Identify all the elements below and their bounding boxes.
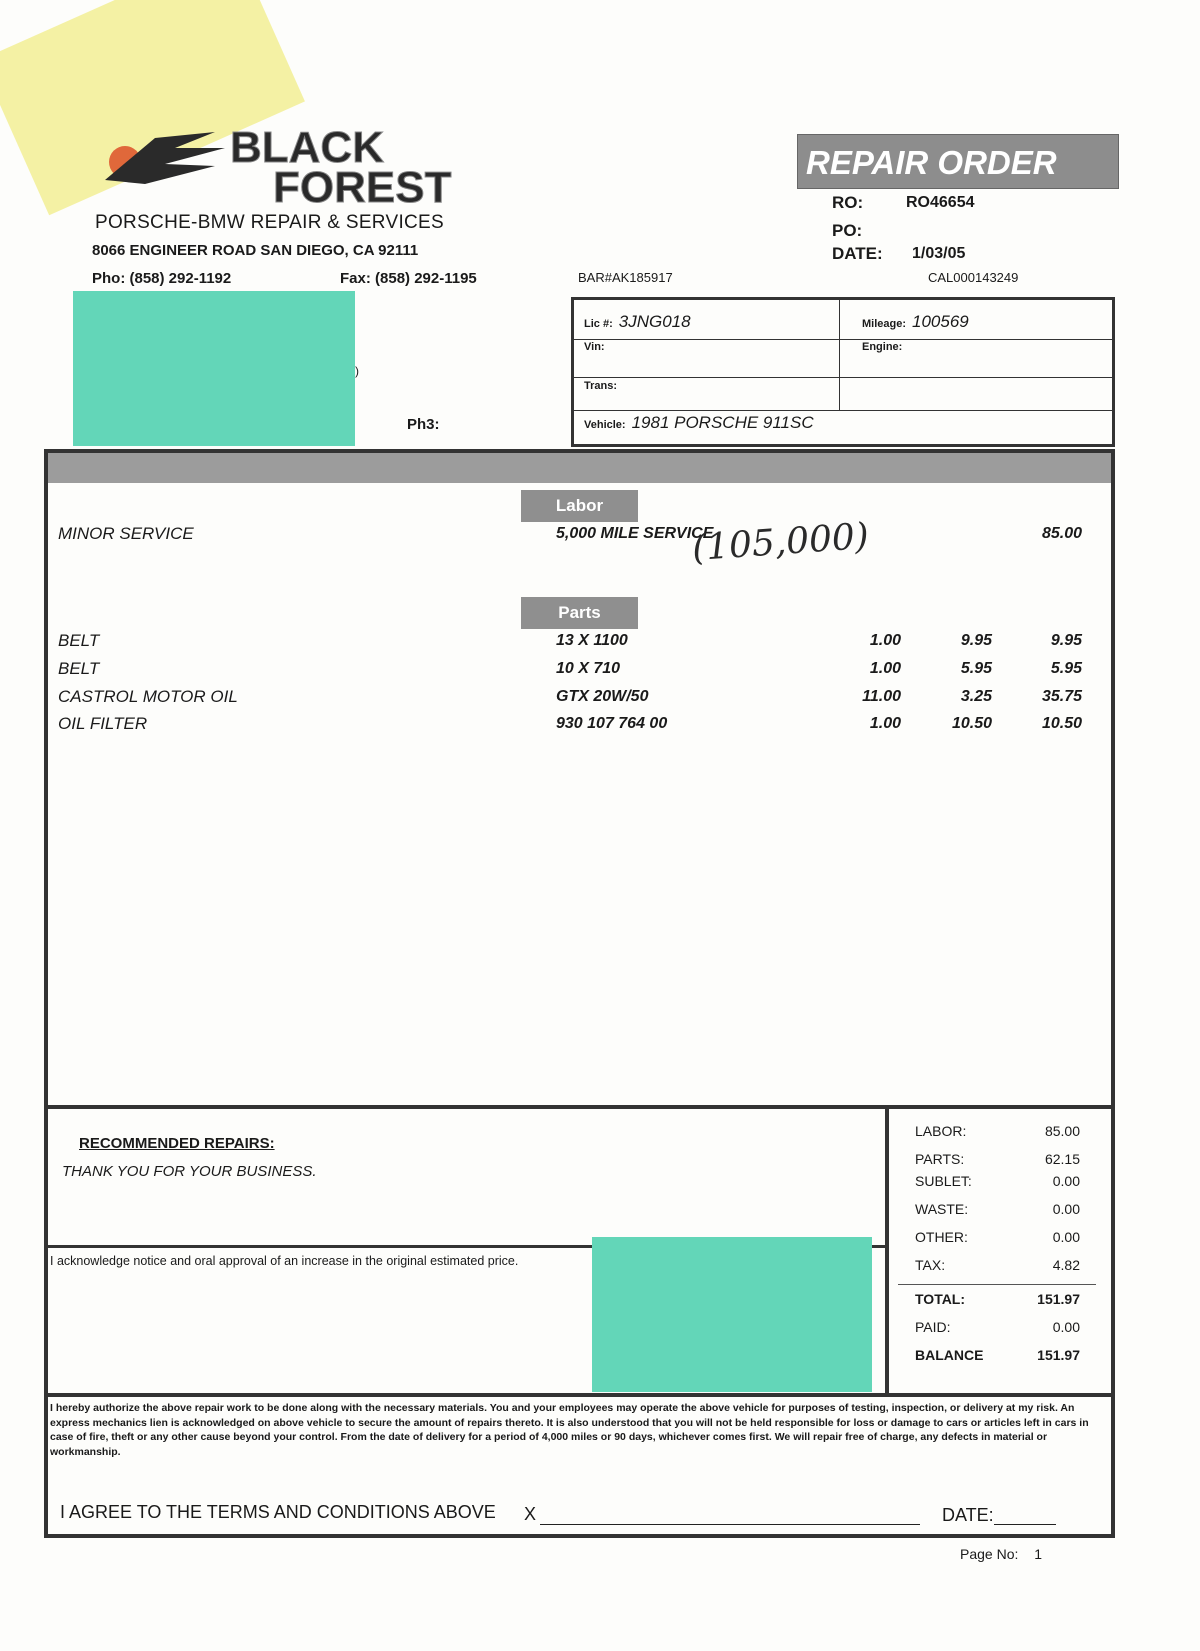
labor-header: Labor: [521, 490, 638, 522]
date-label: DATE:: [832, 244, 883, 263]
page-value: 1: [1034, 1546, 1043, 1562]
bar-number: BAR#AK185917: [578, 270, 673, 285]
part-number: 10 X 710: [556, 660, 621, 677]
labor-description: MINOR SERVICE: [58, 524, 194, 543]
signature-date-label: DATE:: [942, 1505, 994, 1525]
part-price: 3.25: [960, 688, 992, 705]
part-number: GTX 20W/50: [556, 688, 649, 705]
acknowledge-text: I acknowledge notice and oral approval of an increase in the original estimated price.: [50, 1254, 519, 1268]
lic-field: [584, 312, 691, 332]
waste-value: 0.00: [1052, 1201, 1080, 1217]
black-forest-logo: [95, 118, 510, 208]
po-label: PO:: [832, 221, 863, 240]
labor-total-value: 85.00: [1044, 1123, 1080, 1139]
totals-rule: [898, 1284, 1096, 1285]
lic-value: 3JNG018: [618, 312, 691, 331]
paid-label: PAID:: [915, 1319, 951, 1335]
agree-text: I AGREE TO THE TERMS AND CONDITIONS ABOVE: [60, 1502, 496, 1522]
part-amount: 10.50: [1041, 715, 1082, 732]
part-description: BELT: [58, 631, 100, 650]
total-value: 151.97: [1037, 1291, 1080, 1307]
part-amount: 5.95: [1050, 660, 1082, 677]
recommended-repairs-title: RECOMMENDED REPAIRS:: [79, 1135, 275, 1152]
trans-label: Trans:: [584, 380, 618, 392]
ro-label: RO:: [832, 193, 864, 212]
part-amount: 35.75: [1041, 688, 1082, 705]
labor-code: 5,000 MILE SERVICE: [556, 525, 714, 542]
parts-total-label: PARTS:: [915, 1151, 965, 1167]
vehicle-field: [584, 413, 814, 433]
mileage-label: Mileage:: [862, 318, 907, 330]
part-price: 10.50: [951, 715, 992, 732]
repair-order-banner: REPAIR ORDER: [797, 134, 1119, 189]
balance-value: 151.97: [1037, 1347, 1080, 1363]
vin-label: Vin:: [584, 341, 605, 353]
waste-label: WASTE:: [915, 1201, 969, 1217]
recommended-repairs-text: THANK YOU FOR YOUR BUSINESS.: [62, 1163, 317, 1180]
redacted-customer-info: [73, 291, 355, 446]
balance-label: BALANCE: [915, 1347, 984, 1363]
part-description: OIL FILTER: [58, 714, 148, 733]
parts-total-value: 62.15: [1044, 1151, 1080, 1167]
redacted-signature: [592, 1237, 872, 1392]
lic-label: Lic #:: [584, 318, 613, 330]
company-tagline: PORSCHE-BMW REPAIR & SERVICES: [95, 212, 445, 233]
cal-number: CAL000143249: [928, 270, 1019, 285]
page-label: Page No:: [960, 1546, 1019, 1562]
terms-divider: [44, 1393, 1115, 1397]
signature-line[interactable]: [540, 1524, 920, 1525]
company-phone: Pho: (858) 292-1192: [92, 270, 232, 287]
part-price: 9.95: [960, 632, 992, 649]
page-number: [960, 1546, 1042, 1562]
company-address: 8066 ENGINEER ROAD SAN DIEGO, CA 92111: [92, 242, 419, 259]
labor-total-label: LABOR:: [915, 1123, 967, 1139]
date-value: 1/03/05: [912, 245, 966, 262]
customer-ph3-label: Ph3:: [407, 416, 440, 433]
ro-value: RO46654: [906, 194, 975, 211]
signature-date-line[interactable]: [994, 1524, 1056, 1525]
paid-value: 0.00: [1052, 1319, 1080, 1335]
part-qty: 1.00: [869, 715, 901, 732]
mileage-field: [862, 312, 969, 332]
part-qty: 1.00: [869, 632, 901, 649]
other-value: 0.00: [1052, 1229, 1080, 1245]
signature-x: X: [524, 1504, 537, 1524]
labor-amount: 85.00: [1041, 525, 1082, 542]
header-band: [48, 453, 1111, 483]
work-section-divider: [44, 1105, 1115, 1109]
part-price: 5.95: [960, 660, 992, 677]
vehicle-info-box: [571, 297, 1115, 447]
logo-line1: BLACK: [230, 123, 384, 172]
tax-value: 4.82: [1052, 1257, 1080, 1273]
company-fax: Fax: (858) 292-1195: [340, 270, 477, 287]
terms-text: I hereby authorize the above repair work to be done along with the necessary materials. You and your employees may operate the above vehicle for purposes of testing, inspection, or delivery at my risk. An express mechanics lien is acknowledged on above vehicle to secure the amount of repairs thereto. It is also understood that you will not be held responsible for loss or damage to cars or articles left in cars in case of fire, theft or any other cause beyond your control. From the date of delivery for a period of 4,000 miles or 90 days, whichever comes first. We will repair free of charge, any defects in material or workmanship.: [50, 1402, 1089, 1458]
sublet-value: 0.00: [1052, 1173, 1080, 1189]
part-qty: 11.00: [862, 688, 901, 705]
tax-label: TAX:: [915, 1257, 946, 1273]
part-description: CASTROL MOTOR OIL: [58, 687, 238, 706]
total-label: TOTAL:: [915, 1291, 966, 1307]
stray-mark: ): [355, 364, 359, 378]
mileage-value: 100569: [912, 312, 969, 331]
part-description: BELT: [58, 659, 100, 678]
part-number: 13 X 1100: [556, 632, 628, 649]
part-number: 930 107 764 00: [556, 715, 668, 732]
parts-header: Parts: [521, 597, 638, 629]
part-amount: 9.95: [1050, 632, 1082, 649]
logo-line2: FOREST: [273, 163, 452, 208]
other-label: OTHER:: [915, 1229, 968, 1245]
handwritten-mileage-note: (105,000): [690, 515, 871, 570]
totals-divider: [885, 1105, 889, 1395]
vehicle-value: 1981 PORSCHE 911SC: [631, 413, 814, 432]
vehicle-label: Vehicle:: [584, 419, 626, 431]
sublet-label: SUBLET:: [915, 1173, 972, 1189]
part-qty: 1.00: [869, 660, 901, 677]
engine-label: Engine:: [862, 341, 903, 353]
